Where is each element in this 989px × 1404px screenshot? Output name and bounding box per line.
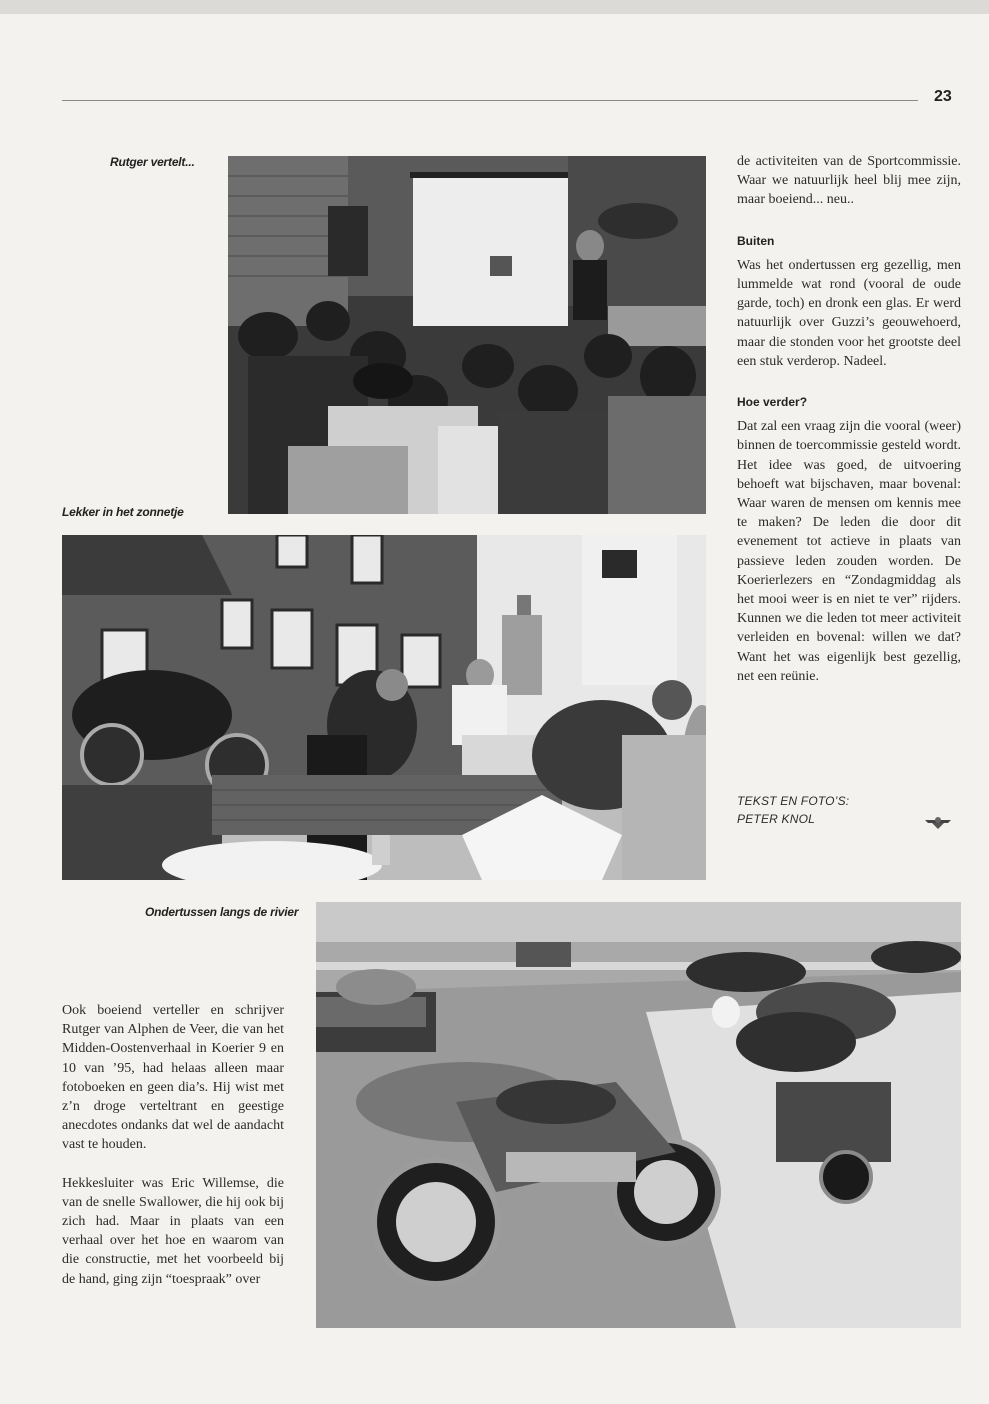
left-column bbox=[62, 1001, 284, 1289]
header-rule bbox=[62, 100, 918, 101]
credit-line-2: PETER KNOL bbox=[737, 812, 816, 826]
magazine-logo-icon bbox=[924, 816, 952, 830]
credit-line-1: TEKST EN FOTO’S: bbox=[737, 794, 850, 808]
section-heading-buiten: Buiten bbox=[737, 233, 775, 248]
hoe-verder-paragraph: Dat zal een vraag zijn die vooral (weer) binnen de toercommissie gesteld wordt. Het idee was goed, de uitvoering behoeft wat bijschaven, maar bovenal: Waar waren de mensen om kennis mee te maken? De leden die door dit evenement tot actieve in plaats van passieve leden zouden worden. De Koerierlezers en “Zondagmiddag als het mooi weer is en niet te ver” rijders. Kunnen we die leden tot meer activiteit verleiden en bovenal: willen we dat? Want het was eigenlijk best gezellig, net een reünie. bbox=[737, 419, 961, 684]
terrace-photo bbox=[62, 535, 706, 880]
credits bbox=[737, 792, 937, 828]
lecture-photo bbox=[228, 156, 706, 514]
right-intro-paragraph: de activiteiten van de Sportcommissie. Waar we natuurlijk heel blij mee zijn, maar boeiend... neu.. bbox=[737, 154, 961, 208]
photo3-caption: Ondertussen langs de rivier bbox=[145, 905, 299, 919]
page-number: 23 bbox=[934, 88, 952, 105]
left-paragraph-2: Hekkesluiter was Eric Willemse, die van de snelle Swallower, die hij ook bij zich had. Maar in plaats van een verhaal over het hoe en waarom van die constructie, met het voorbeeld bij de hand, ging zijn “toespraak” over bbox=[62, 1175, 284, 1287]
right-column bbox=[737, 152, 961, 686]
river-photo bbox=[316, 902, 961, 1328]
left-paragraph-1: Ook boeiend verteller en schrijver Rutger van Alphen de Veer, die van het Midden-Oostenverhaal in Koerier 9 en 10 van ’95, had helaas alleen maar fotoboeken en geen dia’s. Hij wist met z’n droge verteltrant en geestige anecdotes ondanks dat wel de aandacht vast te houden. bbox=[62, 1003, 284, 1153]
buiten-paragraph: Was het ondertussen erg gezellig, men lummelde wat rond (vooral de oude garde, toch) en dronk een glas. Er werd natuurlijk over Guzzi’s geouwehoerd, maar die stonden voor het grootste deel een stuk verderop. Nadeel. bbox=[737, 257, 961, 369]
section-heading-hoe-verder: Hoe verder? bbox=[737, 395, 808, 410]
photo1-caption: Rutger vertelt... bbox=[110, 155, 195, 169]
scan-top-margin bbox=[0, 0, 989, 14]
photo2-caption: Lekker in het zonnetje bbox=[62, 505, 184, 519]
